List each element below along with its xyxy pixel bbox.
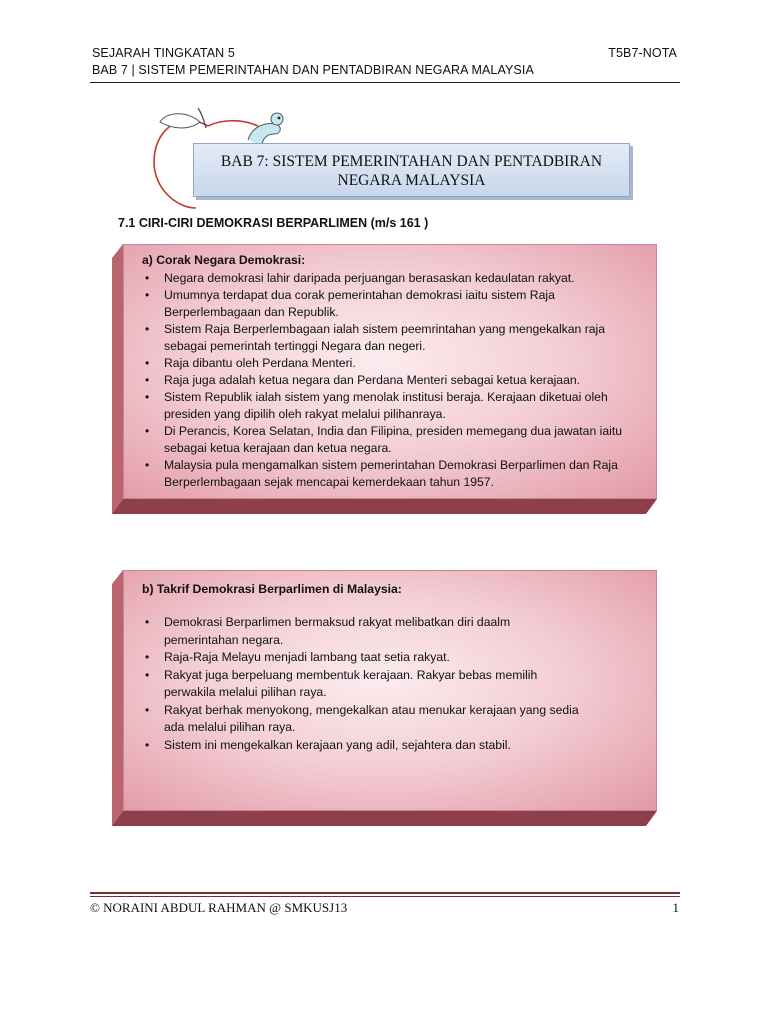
bullet-icon: •: [145, 390, 150, 404]
section-heading: 7.1 CIRI-CIRI DEMOKRASI BERPARLIMEN (m/s 161 ): [118, 216, 429, 230]
box-content: [142, 581, 639, 754]
box-content: [142, 252, 639, 491]
list-item: [142, 457, 639, 491]
list-item: [142, 287, 639, 321]
bullet-icon: •: [145, 650, 150, 664]
bullet-icon: •: [145, 424, 150, 438]
list-item-text: Malaysia pula mengamalkan sistem pemerintahan Demokrasi Berparlimen dan Raja: [164, 458, 618, 472]
list-item-text: Di Perancis, Korea Selatan, India dan Filipina, presiden memegang dua jawatan iaitu: [164, 424, 622, 438]
list-item: [142, 389, 639, 423]
list-item-text: Raja juga adalah ketua negara dan Perdana Menteri sebagai ketua kerajaan.: [164, 373, 581, 387]
list-item-text-cont: sebagai pemerintah tertinggi Negara dan negeri.: [164, 339, 426, 353]
bullet-list: [142, 614, 639, 754]
chapter-title-box: [193, 143, 630, 197]
list-item-text: Negara demokrasi lahir daripada perjuangan berasaskan kedaulatan rakyat.: [164, 271, 575, 285]
list-item-text: Umumnya terdapat dua corak pemerintahan demokrasi iaitu sistem Raja: [164, 288, 555, 302]
list-item-text: Sistem Republik ialah sistem yang menolak institusi beraja. Kerajaan diketuai oleh: [164, 390, 608, 404]
list-item: [142, 423, 639, 457]
list-item: [142, 270, 639, 287]
bullet-icon: •: [145, 737, 150, 752]
bullet-icon: •: [145, 667, 150, 682]
list-item: [142, 649, 639, 667]
bullet-icon: •: [145, 615, 150, 629]
header-rule: [90, 82, 680, 83]
list-item-text: Sistem ini mengekalkan kerajaan yang adil, sejahtera dan stabil.: [164, 737, 511, 752]
box-takrif-demokrasi-berparlimen: [112, 570, 657, 826]
bullet-icon: •: [145, 702, 150, 717]
box-corak-negara-demokrasi: [112, 244, 657, 514]
list-item-text-cont: perwakila melalui pilihan raya.: [164, 685, 327, 699]
list-item: [142, 702, 639, 737]
list-item-text-cont: pemerintahan negara.: [164, 632, 284, 647]
list-item-text: Rakyat berhak menyokong, mengekalkan atau menukar kerajaan yang sedia: [164, 702, 579, 717]
chapter-title: [194, 152, 629, 190]
list-item-text: Sistem Raja Berperlembagaan ialah sistem peemrintahan yang mengekalkan raja: [164, 322, 606, 336]
list-item-text: Demokrasi Berparlimen bermaksud rakyat melibatkan diri daalm: [164, 615, 511, 629]
bullet-icon: •: [145, 271, 150, 285]
header-subject: SEJARAH TINGKATAN 5: [92, 46, 235, 60]
list-item: [142, 614, 639, 649]
bullet-icon: •: [145, 356, 150, 370]
list-item-text-cont: Berperlembagaan sejak mencapai kemerdekaan tahun 1957.: [164, 475, 494, 489]
list-item-text-cont: Berperlembagaan dan Republik.: [164, 305, 339, 319]
bullet-icon: •: [145, 322, 150, 336]
list-item-text: Raja-Raja Melayu menjadi lambang taat setia rakyat.: [164, 650, 450, 664]
header-chapter: BAB 7 | SISTEM PEMERINTAHAN DAN PENTADBIRAN NEGARA MALAYSIA: [92, 63, 534, 77]
chapter-title-line-1: BAB 7: SISTEM PEMERINTAHAN DAN PENTADBIRAN: [220, 153, 603, 170]
list-item: [142, 355, 639, 372]
list-item-text-cont: sebagai ketua kerajaan dan ketua negara.: [164, 441, 392, 455]
bullet-icon: •: [145, 288, 150, 302]
footer-rule-thin: [90, 896, 680, 897]
list-item-text: Rakyat juga berpeluang membentuk kerajaan. Rakyar bebas memilih: [164, 667, 538, 682]
bullet-list: [142, 270, 639, 491]
box-label: a) Corak Negara Demokrasi:: [142, 253, 306, 267]
list-item: [142, 667, 639, 702]
list-item: [142, 321, 639, 355]
footer-author: © NORAINI ABDUL RAHMAN @ SMKUSJ13: [90, 900, 348, 915]
bullet-icon: •: [145, 458, 150, 472]
footer-rule-thick: [90, 892, 680, 894]
header-code: T5B7-NOTA: [608, 46, 677, 60]
list-item: [142, 737, 639, 755]
list-item: [142, 372, 639, 389]
list-item-text-cont: ada melalui pilihan raya.: [164, 720, 296, 734]
list-item-text-cont: presiden yang dipilih oleh rakyat melalui pilihanraya.: [164, 407, 446, 421]
page-number: 1: [672, 900, 679, 915]
list-item-text: Raja dibantu oleh Perdana Menteri.: [164, 356, 356, 370]
box-label: b) Takrif Demokrasi Berparlimen di Malaysia:: [142, 582, 402, 596]
chapter-title-line-2: NEGARA MALAYSIA: [337, 172, 486, 189]
bullet-icon: •: [145, 373, 150, 387]
